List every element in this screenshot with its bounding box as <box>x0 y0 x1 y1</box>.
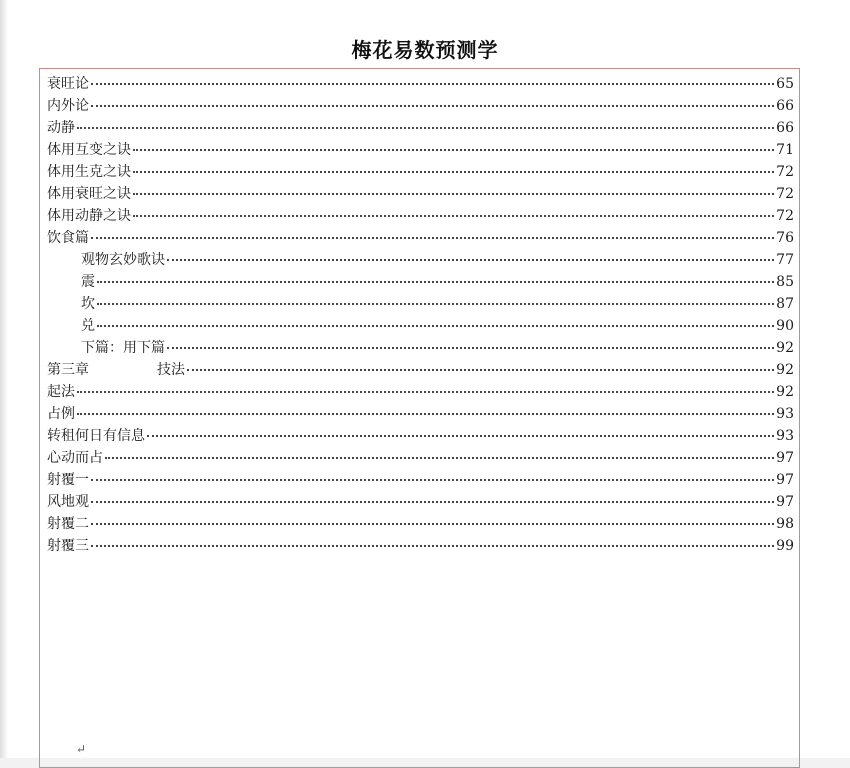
toc-entry-label-text: 兑 <box>81 318 95 334</box>
toc-dot-leader <box>167 259 774 261</box>
toc-dot-leader <box>91 237 774 239</box>
toc-entry[interactable] <box>47 271 794 293</box>
toc-entry-label-text: 震 <box>81 274 95 290</box>
toc-dot-leader <box>167 347 774 349</box>
toc-entry[interactable] <box>47 183 794 205</box>
toc-entry[interactable] <box>47 403 794 425</box>
paragraph-return-icon: ↵ <box>76 742 87 756</box>
toc-dot-leader <box>133 215 774 217</box>
toc-dot-leader <box>133 149 774 151</box>
toc-entry-label <box>47 117 75 139</box>
toc-dot-leader <box>133 171 774 173</box>
toc-dot-leader <box>91 105 774 107</box>
page-edge-shadow <box>0 0 8 758</box>
toc-entry-label <box>81 293 95 315</box>
toc-page-number: 72 <box>776 186 794 202</box>
toc-entry-label-text: 下篇：用下篇 <box>81 340 165 356</box>
toc-entry[interactable] <box>47 161 794 183</box>
toc-entry-label-text: 体用生克之诀 <box>47 164 131 180</box>
toc-entry-label <box>47 535 89 557</box>
toc-entry-label-text: 射覆二 <box>47 516 89 532</box>
toc-dot-leader <box>105 457 774 459</box>
toc-entry-label-text: 射覆一 <box>47 472 89 488</box>
toc-entry-label <box>47 139 131 161</box>
toc-page-number: 92 <box>776 384 794 400</box>
toc-page-number: 93 <box>776 428 794 444</box>
toc-page-number: 92 <box>776 362 794 378</box>
toc-dot-leader <box>147 435 774 437</box>
toc-entry[interactable] <box>47 425 794 447</box>
toc-page-number: 97 <box>776 494 794 510</box>
toc-entry[interactable] <box>47 513 794 535</box>
toc-entry[interactable] <box>47 249 794 271</box>
toc-entry-label <box>47 469 89 491</box>
toc-entry-label-text: 内外论 <box>47 98 89 114</box>
toc-entry-label-text: 心动而占 <box>47 450 103 466</box>
toc-dot-leader <box>91 479 774 481</box>
toc-entry[interactable] <box>47 381 794 403</box>
toc-page-number: 77 <box>776 252 794 268</box>
toc-entry-label <box>81 271 95 293</box>
toc-page-number: 66 <box>776 98 794 114</box>
table-of-contents <box>47 73 794 557</box>
toc-entry-label-text: 第三章 <box>47 362 89 378</box>
toc-entry[interactable] <box>47 315 794 337</box>
toc-page-number: 72 <box>776 208 794 224</box>
toc-entry-label <box>47 161 131 183</box>
toc-entry-label-text: 射覆三 <box>47 538 89 554</box>
toc-entry[interactable] <box>47 337 794 359</box>
toc-entry[interactable] <box>47 227 794 249</box>
toc-entry-label <box>47 73 89 95</box>
toc-entry-label-text: 观物玄妙歌诀 <box>81 252 165 268</box>
toc-entry[interactable] <box>47 359 794 381</box>
toc-entry[interactable] <box>47 205 794 227</box>
toc-page-number: 71 <box>776 142 794 158</box>
toc-entry[interactable] <box>47 293 794 315</box>
toc-dot-leader <box>91 501 774 503</box>
toc-entry-label <box>47 381 75 403</box>
toc-page-number: 97 <box>776 450 794 466</box>
toc-entry-label <box>47 447 103 469</box>
toc-entry-label-text: 体用动静之诀 <box>47 208 131 224</box>
toc-page-number: 72 <box>776 164 794 180</box>
toc-dot-leader <box>97 281 774 283</box>
toc-entry-label <box>47 403 75 425</box>
toc-entry[interactable] <box>47 535 794 557</box>
toc-dot-leader <box>77 127 774 129</box>
toc-entry-label-text: 饮食篇 <box>47 230 89 246</box>
toc-entry-label <box>47 183 131 205</box>
toc-page-number: 98 <box>776 516 794 532</box>
toc-page-number: 85 <box>776 274 794 290</box>
toc-page-number: 97 <box>776 472 794 488</box>
toc-dot-leader <box>133 193 774 195</box>
toc-entry[interactable] <box>47 447 794 469</box>
toc-page-number: 66 <box>776 120 794 136</box>
toc-entry-label <box>47 359 185 381</box>
toc-entry[interactable] <box>47 95 794 117</box>
toc-entry[interactable] <box>47 73 794 95</box>
toc-entry[interactable] <box>47 469 794 491</box>
toc-dot-leader <box>97 303 774 305</box>
toc-page-number: 99 <box>776 538 794 554</box>
toc-page-number: 93 <box>776 406 794 422</box>
toc-entry-label <box>47 95 89 117</box>
document-title: 梅花易数预测学 <box>351 38 499 62</box>
toc-entry-label-text: 动静 <box>47 120 75 136</box>
toc-entry-label <box>47 491 89 513</box>
toc-entry-label-text: 起法 <box>47 384 75 400</box>
toc-entry-label-subtext: 技法 <box>157 362 185 378</box>
toc-entry-label-text: 坎 <box>81 296 95 312</box>
toc-dot-leader <box>187 369 774 371</box>
toc-entry-label-text: 占例 <box>47 406 75 422</box>
toc-entry-label <box>81 315 95 337</box>
toc-entry-label-text: 转租何日有信息 <box>47 428 145 444</box>
toc-entry-label <box>81 249 165 271</box>
toc-page-number: 92 <box>776 340 794 356</box>
toc-page-number: 76 <box>776 230 794 246</box>
toc-entry-label-text: 衰旺论 <box>47 76 89 92</box>
toc-entry-label <box>47 227 89 249</box>
toc-dot-leader <box>91 545 774 547</box>
toc-dot-leader <box>91 523 774 525</box>
toc-dot-leader <box>77 413 774 415</box>
toc-page-number: 90 <box>776 318 794 334</box>
toc-dot-leader <box>91 83 774 85</box>
toc-entry-label <box>81 337 165 359</box>
toc-page-number: 87 <box>776 296 794 312</box>
toc-entry-label-text: 体用衰旺之诀 <box>47 186 131 202</box>
toc-page-number: 65 <box>776 76 794 92</box>
toc-entry-label-text: 风地观 <box>47 494 89 510</box>
toc-dot-leader <box>77 391 774 393</box>
toc-entry-label <box>47 425 145 447</box>
toc-entry[interactable] <box>47 491 794 513</box>
toc-entry[interactable] <box>47 139 794 161</box>
toc-entry-label-text: 体用互变之诀 <box>47 142 131 158</box>
toc-entry[interactable] <box>47 117 794 139</box>
toc-dot-leader <box>97 325 774 327</box>
toc-entry-label <box>47 513 89 535</box>
toc-entry-label <box>47 205 131 227</box>
